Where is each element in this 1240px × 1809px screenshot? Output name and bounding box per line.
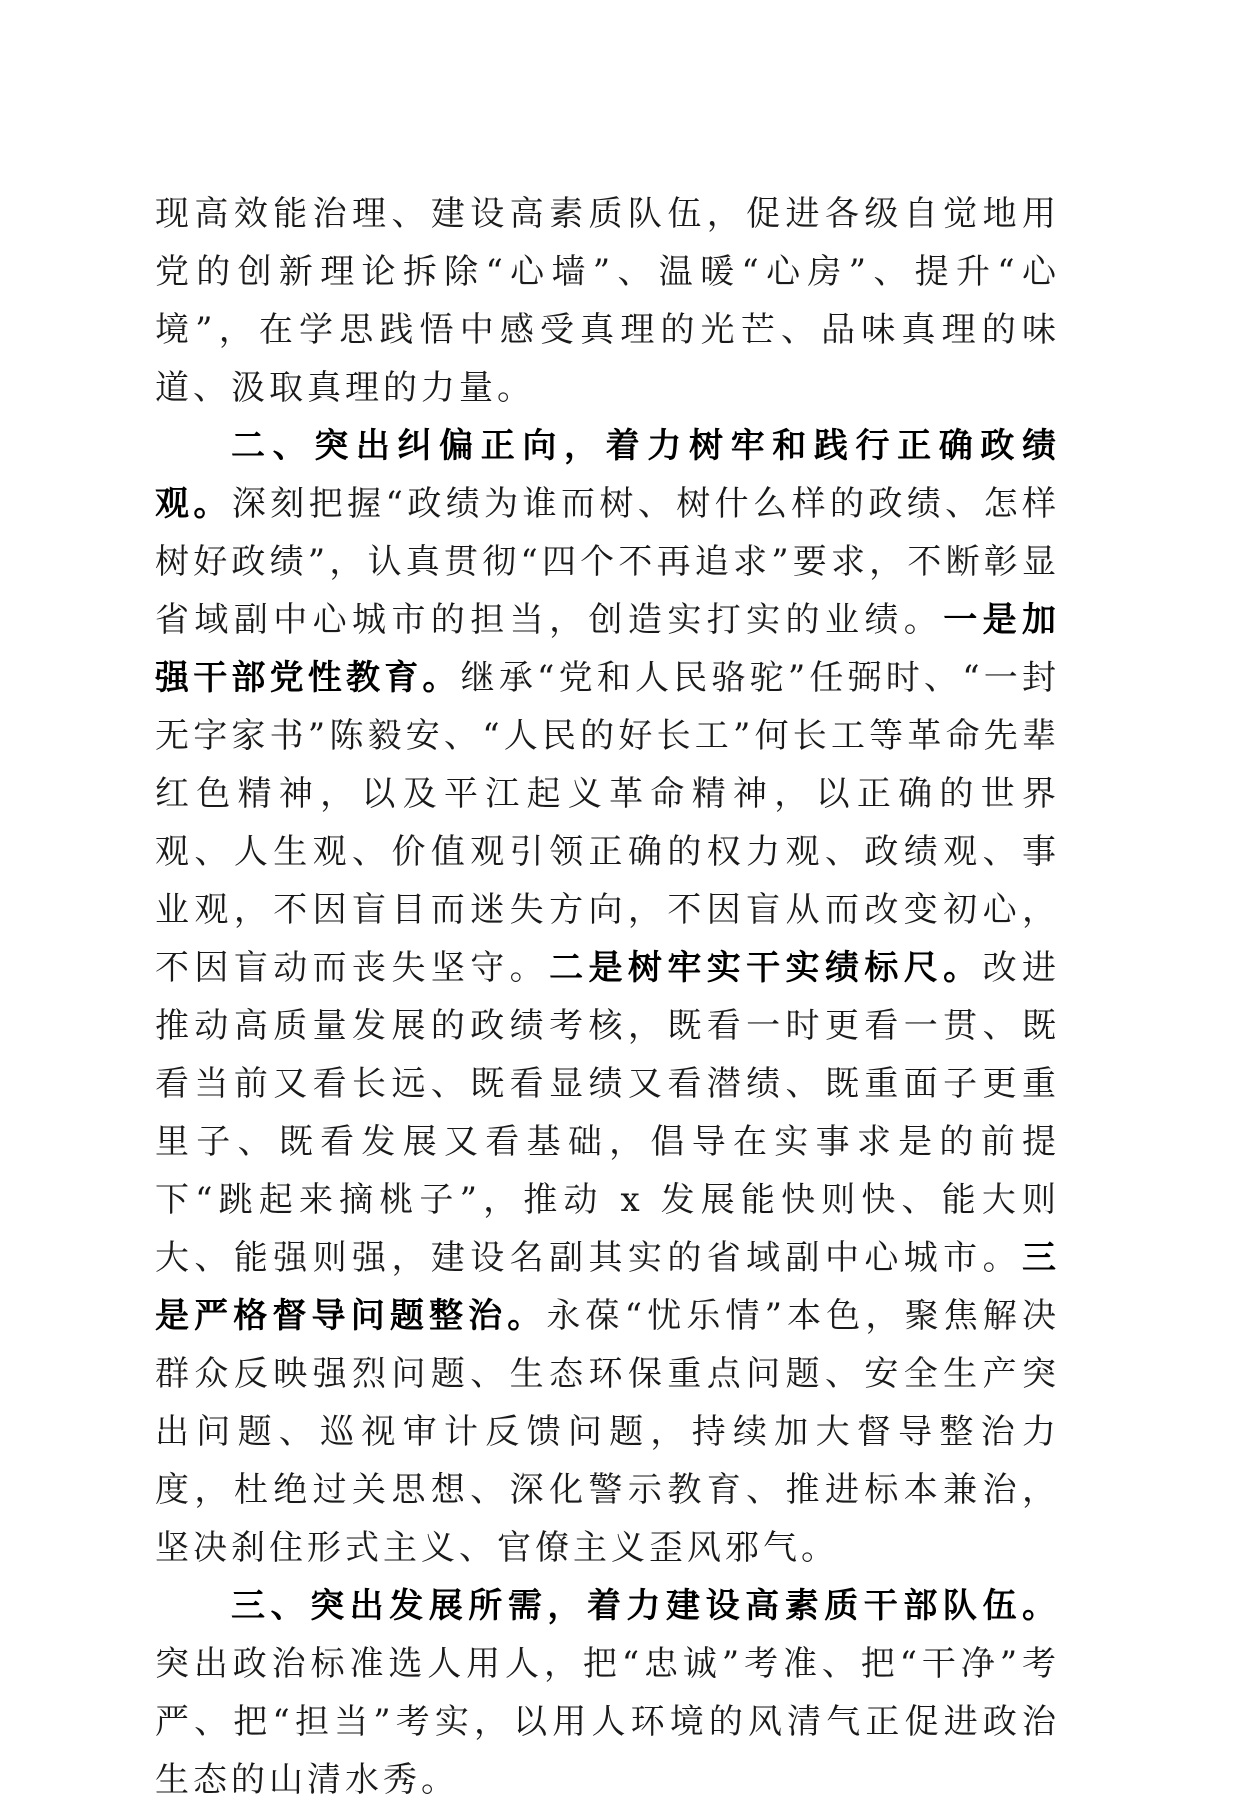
paragraph-section-two — [155, 417, 1060, 1577]
paragraph-continuation — [155, 185, 1060, 417]
subpoint-heading: 一是加强干部党性教育。 — [155, 600, 1061, 698]
text-run: 继承“党和人民骆驼”任弼时、“一封无字家书”陈毅安、“人民的好长工”何长工等革命先辈红色精神，以及平江起义革命精神，以正确的世界观、人生观、价值观引领正确的权力观、政绩观、事业观，不因盲目而迷失方向，不因盲从而改变初心，不因盲动而丧失坚守。 — [155, 658, 1060, 988]
paragraph-section-three — [155, 1577, 1060, 1809]
document-body — [155, 185, 1060, 1809]
text-run: 突出政治标准选人用人，把“忠诚”考准、把“干净”考严、把“担当”考实，以用人环境的风清气正促进政治生态的山清水秀。 — [155, 1644, 1060, 1800]
text-run: 深刻把握“政绩为谁而树、树什么样的政绩、怎样树好政绩”，认真贯彻“四个不再追求”要求，不断彰显省域副中心城市的担当，创造实打实的业绩。 — [155, 484, 1060, 640]
section-heading: 三、突出发展所需，着力建设高素质干部队伍。 — [231, 1586, 1060, 1626]
text-run: 改进推动高质量发展的政绩考核，既看一时更看一贯、既看当前又看长远、既看显绩又看潜绩、既重面子更重里子、既看发展又看基础，倡导在实事求是的前提下“跳起来摘桃子”，推动 x 发展能快则快、能大则大、能强则强，建设名副其实的省域副中心城市。 — [155, 948, 1061, 1278]
subpoint-heading: 二是树牢实干实绩标尺。 — [549, 948, 983, 988]
text-run: 现高效能治理、建设高素质队伍，促进各级自觉地用党的创新理论拆除“心墙”、温暖“心房”、提升“心境”，在学思践悟中感受真理的光芒、品味真理的味道、汲取真理的力量。 — [155, 194, 1060, 408]
subpoint-heading: 三是严格督导问题整治。 — [155, 1238, 1060, 1336]
section-heading: 二、突出纠偏正向，着力树牢和践行正确政绩观。 — [155, 426, 1060, 524]
text-run: 永葆“忧乐情”本色，聚焦解决群众反映强烈问题、生态环保重点问题、安全生产突出问题、巡视审计反馈问题，持续加大督导整治力度，杜绝过关思想、深化警示教育、推进标本兼治，坚决刹住形式主义、官僚主义歪风邪气。 — [155, 1296, 1060, 1568]
